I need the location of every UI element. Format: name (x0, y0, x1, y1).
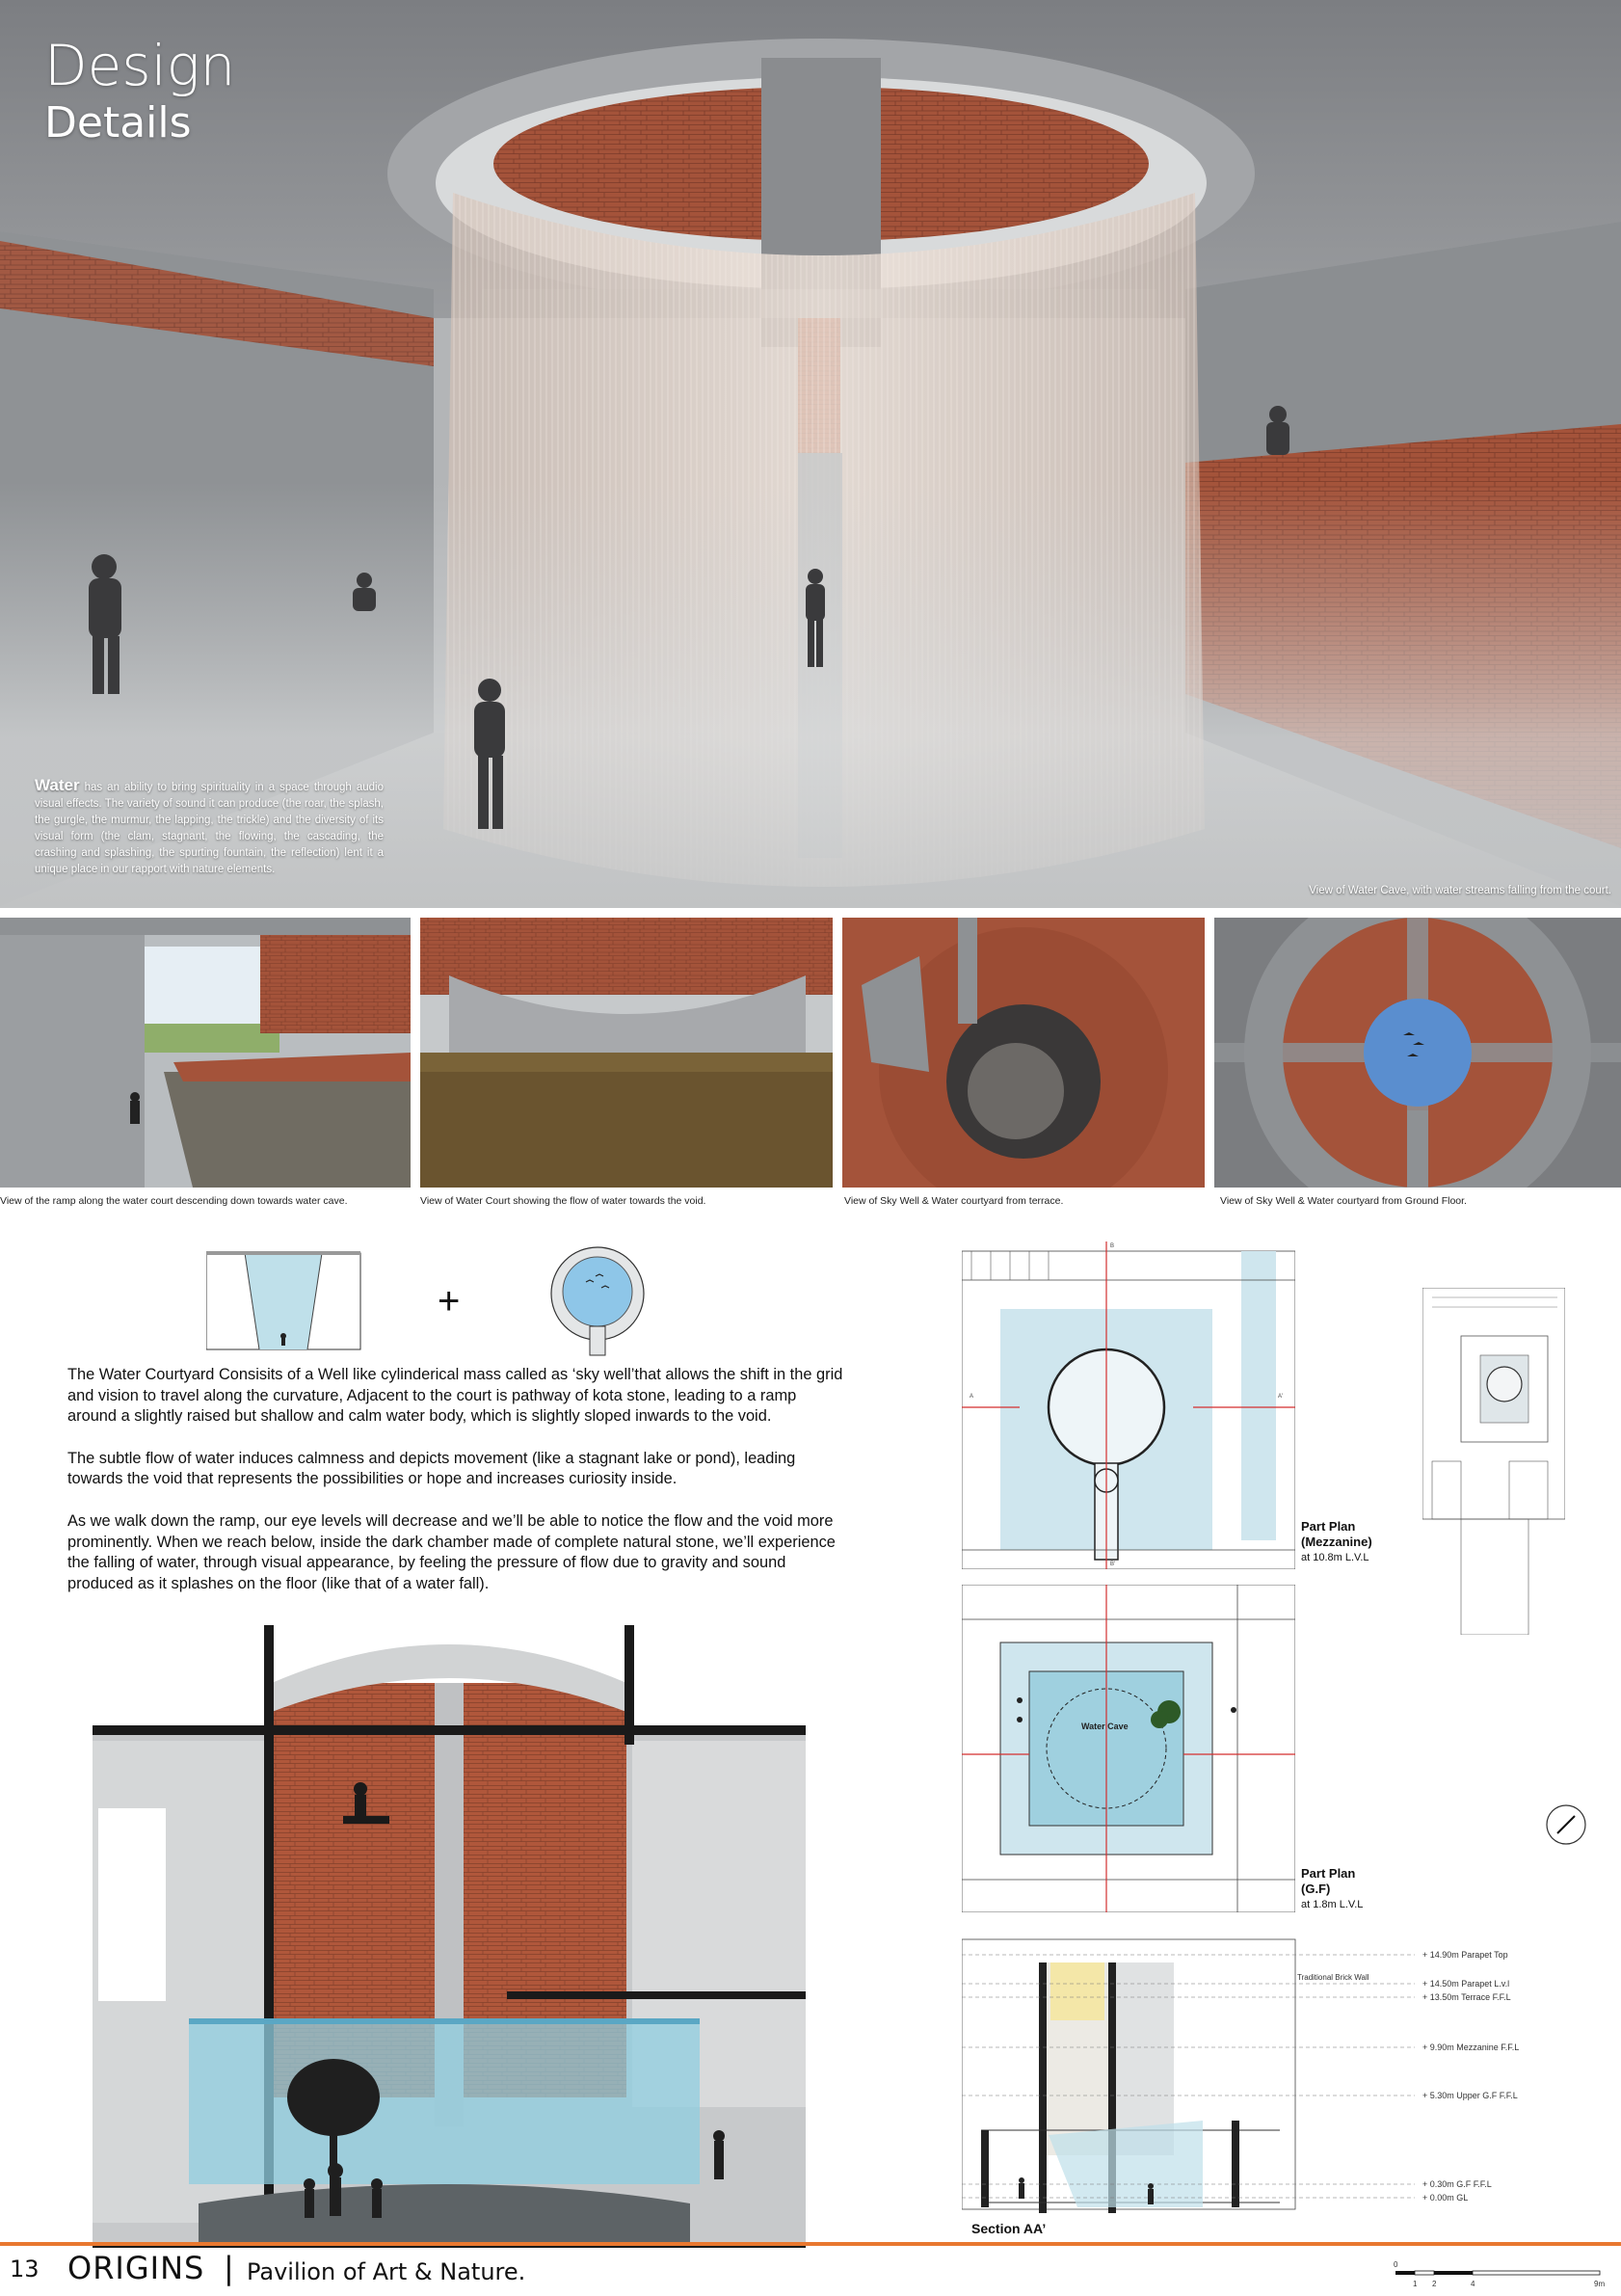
diagram-plus: + (438, 1280, 461, 1322)
key-plan (1422, 1288, 1565, 1635)
concept-diagram (206, 1243, 659, 1359)
thumbnail-caption-4: View of Sky Well & Water courtyard from Ground Floor. (1220, 1195, 1467, 1207)
north-arrow-icon (1542, 1801, 1590, 1849)
scale-label-1: 1 (1413, 2280, 1418, 2288)
plan-mezzanine-label (1301, 1519, 1372, 1565)
brand-tagline: Pavilion of Art & Nature. (247, 2258, 526, 2285)
thumbnail-caption-3: View of Sky Well & Water courtyard from terrace. (844, 1195, 1064, 1207)
plan-ground-floor (962, 1585, 1295, 1912)
hero-paragraph-lead: Water (35, 776, 80, 794)
plan-ground-label (1301, 1866, 1363, 1912)
plan-mezzanine-level: at 10.8m L.V.L (1301, 1552, 1369, 1563)
page-number: 13 (10, 2256, 40, 2283)
section-aa (962, 1928, 1540, 2217)
level-gl: + 0.00m GL (1422, 2193, 1469, 2203)
well-section-diagram (206, 1243, 659, 1359)
brand-separator: | (224, 2250, 234, 2286)
brand-name: ORIGINS (67, 2250, 205, 2286)
thumbnail-sky-well-terrace (842, 918, 1205, 1188)
plan-ground-floor-drawing (962, 1585, 1295, 1912)
plan-mezzanine-title: Part Plan (1301, 1519, 1356, 1534)
footer-rule (0, 2242, 1621, 2246)
section-aa-drawing (962, 1928, 1540, 2217)
scale-bar (1388, 2256, 1619, 2294)
plan-mezzanine-subtitle: (Mezzanine) (1301, 1535, 1372, 1549)
thumbnail-water-court (420, 918, 833, 1188)
plan-mezzanine (962, 1241, 1295, 1569)
section-marker-b-prime: B' (1110, 1562, 1116, 1567)
page-title: Design (44, 33, 236, 98)
scale-label-9: 9m (1594, 2280, 1606, 2288)
level-upper-gf: + 5.30m Upper G.F F.F.L (1422, 2091, 1518, 2100)
sectional-perspective (93, 1625, 806, 2248)
level-terrace: + 13.50m Terrace F.F.L (1422, 1992, 1511, 2002)
scale-label-2: 2 (1432, 2280, 1437, 2288)
level-gf: + 0.30m G.F F.F.L (1422, 2179, 1492, 2189)
water-cave-label: Water Cave (1081, 1722, 1129, 1731)
plan-mezzanine-drawing (962, 1241, 1295, 1569)
level-parapet-lvl: + 14.50m Parapet L.v.l (1422, 1979, 1510, 1989)
thumbnail-caption-2: View of Water Court showing the flow of water towards the void. (420, 1195, 706, 1207)
section-marker-a: A (970, 1394, 974, 1400)
hero-caption: View of Water Cave, with water streams falling from the court. (1309, 885, 1611, 896)
description-text (67, 1365, 846, 1615)
section-marker-a-prime: A' (1278, 1394, 1284, 1400)
description-paragraph-1: The Water Courtyard Consisits of a Well like cylinderical mass called as ‘sky well’that allows the shift in the grid and vision to travel along the curvature, Adjacent to the court is pathway of kota stone, leading to a ramp around a slightly raised but shallow and calm water body, which is slightly sloped inwards to the void. (67, 1366, 843, 1426)
scale-label-0: 0 (1394, 2260, 1398, 2269)
hero-paragraph-body: has an ability to bring spirituality in a space through audio visual effects. The variety of sound it can produce (the roar, the splash, the gurgle, the murmur, the lapping, the trickle) and the diversity of its visual form (the clam, stagnant, the flowing, the cascading, the crashing and splashing, the spurting fountain, the reflection) lent it a unique place in our rapport with nature elements. (35, 782, 384, 875)
plan-ground-title: Part Plan (1301, 1866, 1356, 1881)
plan-ground-level: at 1.8m L.V.L (1301, 1899, 1364, 1910)
hero-render (0, 0, 1621, 908)
sectional-perspective-illustration (93, 1625, 806, 2248)
brick-wall-label: Traditional Brick Wall (1297, 1973, 1369, 1982)
hero-paragraph (35, 777, 384, 878)
thumbnail-sky-well-ground (1214, 918, 1621, 1188)
section-aa-title: Section AA’ (971, 2221, 1047, 2236)
plan-ground-subtitle: (G.F) (1301, 1882, 1331, 1896)
water-cave-illustration (0, 0, 1621, 908)
thumbnail-ramp (0, 918, 411, 1188)
key-plan-drawing (1422, 1288, 1565, 1635)
level-mezzanine: + 9.90m Mezzanine F.F.L (1422, 2042, 1520, 2052)
thumbnail-caption-1: View of the ramp along the water court descending down towards water cave. (0, 1195, 348, 1207)
description-paragraph-3: As we walk down the ramp, our eye levels will decrease and we’ll be able to notice the flow and the void more prominently. When we reach below, inside the dark chamber made of complete natural stone, we’ll experience the falling of water, through visual appearance, by feeling the pressure of flow due to gravity and sound produced as it splashes on the floor (like that of a water fall). (67, 1511, 836, 1592)
description-paragraph-2: The subtle flow of water induces calmness and depicts movement (like a stagnant lake or pond), leading towards the void that represents the possibilities or hope and increases curiosity inside. (67, 1449, 796, 1488)
scale-label-4: 4 (1471, 2280, 1475, 2288)
level-parapet-top: + 14.90m Parapet Top (1422, 1950, 1508, 1960)
section-marker-b: B (1110, 1243, 1115, 1249)
page-subtitle: Details (44, 98, 192, 147)
